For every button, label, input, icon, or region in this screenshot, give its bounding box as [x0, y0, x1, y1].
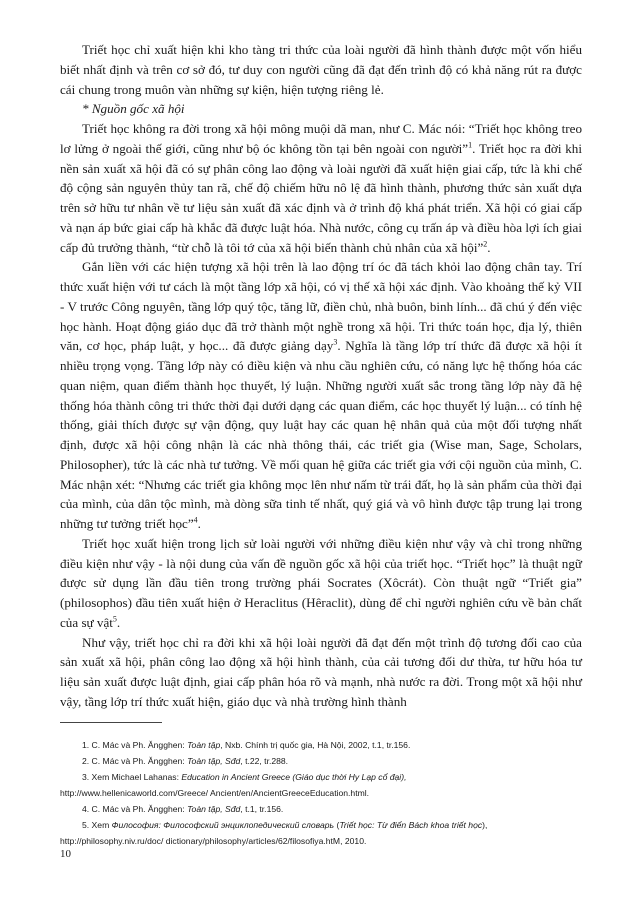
- footnote-5-translated-title: Triết học: Từ điển Bách khoa triết học: [339, 819, 483, 830]
- paragraph-5: Như vậy, triết học chỉ ra đời khi xã hội loài người đã đạt đến một trình độ tương đối cao của sản xuất xã hội, phân công lao động xã hội hình thành, của cải tương đối dư thừa, tư hữu hóa tư liệu sản xuất được luật định, giai cấp phân hóa rõ và mạnh, nhà nước ra đời. Trong một xã hội như vậy, tầng lớp trí thức xuất hiện, giáo dục và nhà trường hình thành: [60, 634, 582, 709]
- footnote-4-details: , t.1, tr.156.: [240, 803, 284, 814]
- footnote-1-author: 1. C. Mác và Ph. Ăngghen:: [82, 739, 188, 750]
- footnote-ref-3: 3: [333, 337, 338, 347]
- footnote-5-url[interactable]: http://philosophy.niv.ru/doc/ dictionary/philosophy/articles/62/filosofiya.htM, 2010.: [60, 835, 367, 846]
- footnote-5-paren-open: (: [334, 819, 340, 830]
- paragraph-4-end: .: [116, 614, 121, 630]
- footnote-4-author: 4. C. Mác và Ph. Ăngghen:: [82, 803, 188, 814]
- paragraph-3-text: Gắn liền với các hiện tượng xã hội trên là lao động trí óc đã tách khỏi lao động chân tay. Trí thức xuất hiện với tư cách là một tầng lớp xã hội, có vị thế xã hội xác định. Vào khoảng thế kỷ VII - V trước Công nguyên, tầng lớp quý tộc, tăng lữ, điền chủ, nhà buôn, binh lính... đã chú ý đến việc học hành. Hoạt động giáo dục đã trở thành một nghề trong xã hội. Tri thức toán học, địa lý, thiên văn, cơ học, pháp luật, y học... đã được giảng dạy: [60, 259, 582, 354]
- paragraph-2-cont: . Triết học ra đời khi nền sản xuất xã hội đã có sự phân công lao động và loài người đã xuất hiện giai cấp, tức là khi chế độ cộng sản nguyên thủy tan rã, chế độ chiếm hữu nô lệ đã hình thành, phương thức sản xuất dựa trên sở hữu tư nhân về tư liệu sản xuất đã xác định và ở trình độ khá phát triển. Xã hội có giai cấp và nạn áp bức giai cấp hà khắc đã được luật hóa. Nhà nước, công cụ trấn áp và điều hòa lợi ích giai cấp đủ trưởng thành, “từ chỗ là tôi tớ của xã hội biến thành chủ nhân của xã hội”: [60, 140, 582, 255]
- footnote-ref-1: 1: [468, 140, 473, 150]
- paragraph-4: [60, 534, 582, 633]
- paragraph-3-end: .: [197, 516, 201, 531]
- footnote-2-title: Toàn tập, Sđd: [187, 755, 241, 766]
- footnote-1: [60, 737, 582, 753]
- footnote-5-paren-close: ),: [482, 819, 488, 830]
- footnote-1-title: Toàn tập: [187, 739, 221, 750]
- section-heading: * Nguồn gốc xã hội: [82, 101, 185, 117]
- paragraph-2-end: .: [487, 239, 491, 255]
- footnote-5: [60, 817, 582, 833]
- main-text: [60, 40, 582, 712]
- paragraph-3-cont: . Nghĩa là tầng lớp trí thức đã được xã hội ít nhiều trọng vọng. Tầng lớp này có điều kiện và nhu cầu nghiên cứu, có năng lực hệ thống hóa các quan niệm, quan điểm thành học thuyết, lý luận. Những người xuất sắc trong tầng lớp này đã hệ thống hóa thành công tri thức thời đại dưới dạng các quan điểm, các học thuyết lý luận... có tính hệ thống, giải thích được sự vận động, quy luật hay các quan hệ nhân quả của một đối tượng nhất định, được xã hội công nhận là các nhà thông thái, các triết gia (Wise man, Sage, Scholars, Philosopher), tức là các nhà tư tưởng. Về mối quan hệ giữa các triết gia với cội nguồn của mình, C. Mác nhận xét: “Nhưng các triết gia không mọc lên như nấm từ trái đất, họ là sản phẩm của thời đại của mình, của dân tộc mình, mà dòng sữa tinh tế nhất, quý giá và vô hình được tập trung lại trong những tư tưởng triết học”: [60, 338, 582, 531]
- paragraph-1: Triết học chỉ xuất hiện khi kho tàng tri thức của loài người đã hình thành được một vốn hiểu biết nhất định và trên cơ sở đó, tư duy con người cũng đã đạt đến trình độ có khả năng rút ra được cái chung trong muôn vàn những sự kiện, hiện tượng riêng lẻ.: [60, 42, 582, 97]
- footnote-4: [60, 801, 582, 817]
- paragraph-3: [60, 257, 582, 534]
- footnote-1-details: , Nxb. Chính trị quốc gia, Hà Nội, 2002, t.1, tr.156.: [220, 739, 411, 750]
- footnote-4-title: Toàn tập, Sđd: [187, 803, 241, 814]
- footnote-5-russian-title: Философия: Философский энциклопедический словарь: [111, 819, 335, 830]
- paragraph-2: [60, 119, 582, 257]
- footnote-2-author: 2. C. Mác và Ph. Ăngghen:: [82, 755, 188, 766]
- footnotes: [60, 737, 582, 849]
- footnote-5-prefix: 5. Xem: [82, 819, 112, 830]
- footnote-ref-5: 5: [112, 614, 117, 624]
- footnote-3-url[interactable]: http://www.hellenicaworld.com/Greece/ Ancient/en/AncientGreeceEducation.html.: [60, 787, 370, 798]
- footnote-2-details: , t.22, tr.288.: [240, 755, 289, 766]
- footnote-ref-2: 2: [483, 239, 488, 249]
- paragraph-2-text: Triết học không ra đời trong xã hội mông muội dã man, như C. Mác nói: “Triết học không treo lơ lửng ở ngoài thế giới, cũng như bộ óc không tồn tại bên ngoài con người”: [60, 121, 582, 156]
- paragraph-4-text: Triết học xuất hiện trong lịch sử loài người với những điều kiện như vậy và chỉ trong những điều kiện như vậy - là nội dung của vấn đề nguồn gốc xã hội của triết học. “Triết học” là thuật ngữ được sử dụng lần đầu tiên trong trường phái Socrates (Xôcrát). Còn thuật ngữ “Triết gia” (philosophos) đầu tiên xuất hiện ở Heraclitus (Hêraclit), dùng để chỉ người nghiên cứu về bản chất của sự vật: [60, 535, 582, 630]
- footnote-3-title: Education in Ancient Greece (Giáo dục thời Hy Lạp cổ đại),: [181, 771, 407, 782]
- footnote-ref-4: 4: [193, 515, 198, 525]
- footnote-2: [60, 753, 582, 769]
- page-number: 10: [60, 848, 71, 860]
- footnote-3: [60, 769, 582, 785]
- footnote-divider: [60, 722, 162, 723]
- footnote-3-author: 3. Xem Michael Lahanas:: [82, 771, 182, 782]
